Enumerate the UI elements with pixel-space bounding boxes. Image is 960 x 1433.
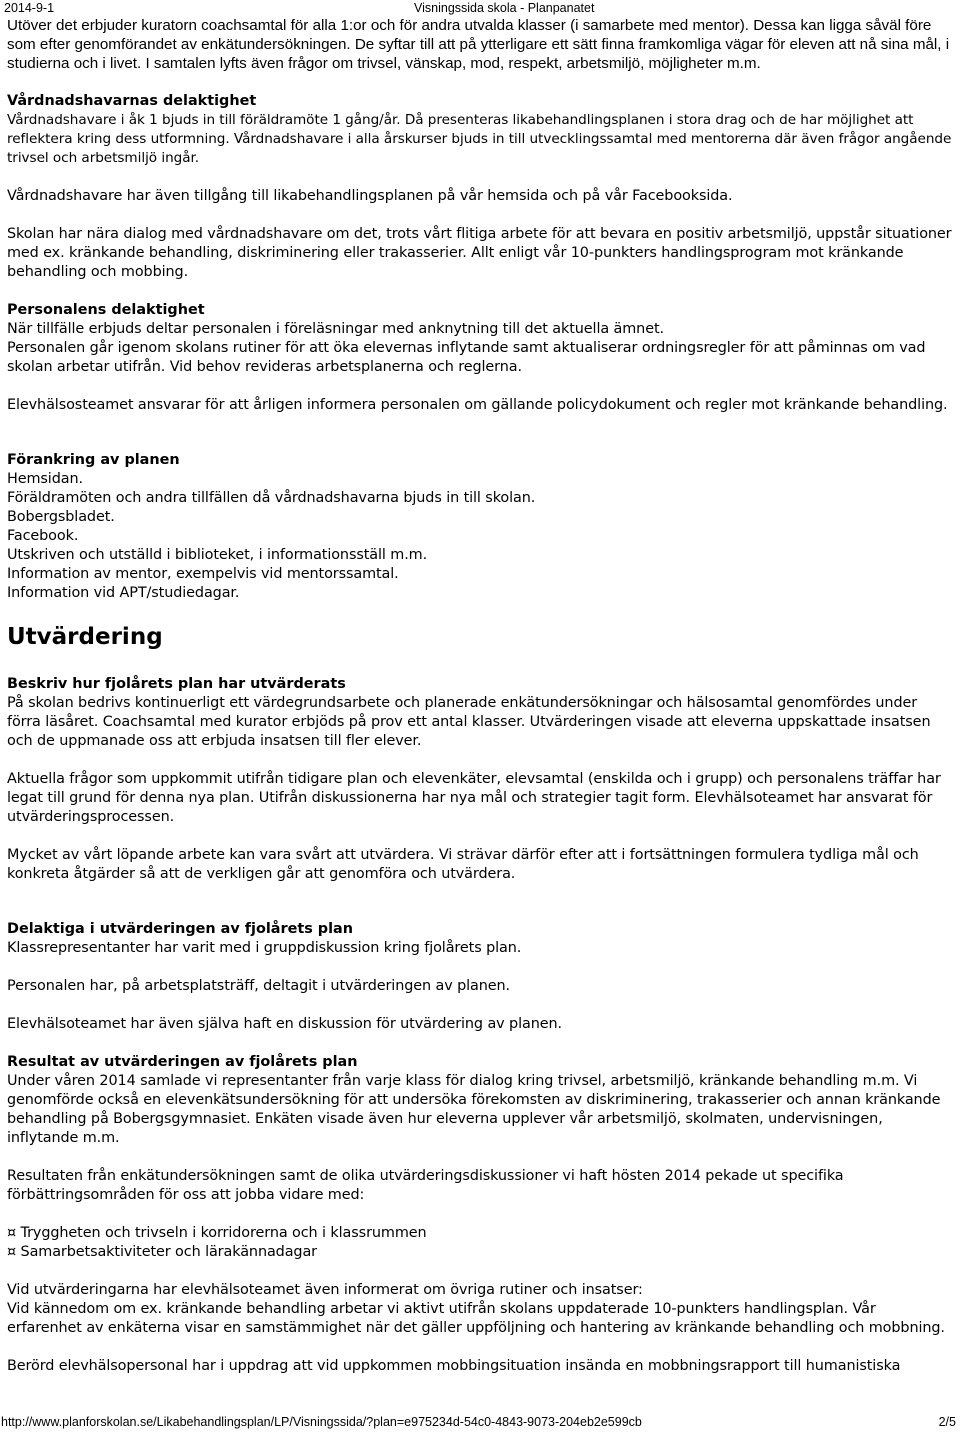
evaluation-title: Utvärdering [7,624,163,650]
anchoring-list [7,470,953,603]
guardians-p1-first: Vårdnadshavare i åk 1 bjuds in till föräldramöte 1 gång/år. [7,112,401,128]
participants-paragraph-3: Elevhälsoteamet har även själva haft en diskussion för utvärdering av planen. [7,1016,562,1032]
anchoring-item: Information vid APT/studiedagar. [7,585,240,601]
anchoring-item: Bobergsbladet. [7,509,115,525]
results-paragraph-4: Berörd elevhälsopersonal har i uppdrag att vid uppkommen mobbingsituation insända en mobbningsrapport till humanistiska [7,1358,901,1374]
guardians-heading: Vårdnadshavarnas delaktighet [7,93,257,109]
results-paragraph-3: Vid kännedom om ex. kränkande behandling arbetar vi aktivt utifrån skolans uppdaterade 10-punkters handlingsplan. Vår erfarenhet av enkäterna visar en samstämmighet när det gäller uppföljning och hantering av kränkande behandling och mobbning. [7,1301,945,1336]
document-body [7,16,953,1376]
guardians-paragraph-1 [7,111,953,168]
staff-heading: Personalens delaktighet [7,302,205,318]
evaluation-how-paragraph-1: På skolan bedrivs kontinuerligt ett värdegrundsarbete och planerade enkätundersökningar och hälsosamtal genomfördes under förra läsåret. Coachsamtal med kurator erbjöds på prov ett antal klasser. Utvärderingen visade att eleverna uppskattade insatsen och de uppmanade oss att erbjuda insatsen till fler elever. [7,695,931,749]
anchoring-heading: Förankring av planen [7,452,180,468]
results-paragraph-3-intro: Vid utvärderingarna har elevhälsoteamet även informerat om övriga rutiner och insatser: [7,1282,643,1298]
anchoring-item: Facebook. [7,528,79,544]
evaluation-how-heading: Beskriv hur fjolårets plan har utvärderats [7,676,346,692]
results-heading: Resultat av utvärderingen av fjolårets plan [7,1054,358,1070]
print-date: 2014-9-1 [4,1,55,15]
print-footer [0,1413,960,1431]
participants-paragraph-1: Klassrepresentanter har varit med i gruppdiskussion kring fjolårets plan. [7,940,522,956]
participants-paragraph-2: Personalen har, på arbetsplatsträff, deltagit i utvärderingen av planen. [7,978,511,994]
results-bullet: ¤ Samarbetsaktiviteter och lärakännadagar [7,1244,317,1260]
print-page-title: Visningssida skola - Planpanatet [414,1,595,15]
staff-paragraph-3: Elevhälsosteamet ansvarar för att årligen informera personalen om gällande policydokument och regler mot kränkande behandling. [7,397,948,413]
intro-paragraph: Utöver det erbjuder kuratorn coachsamtal för alla 1:or och för andra utvalda klasser (i samarbete med mentor). Dessa kan ligga såväl före som efter genomförandet av enkätundersökningen. De syftar till att på ytterligare ett sätt finna framkomliga vägar för eleven att nå sina mål, i studierna och i livet. I samtalen lyfts även frågor om trivsel, vänskap, mod, respekt, arbetsmiljö, möjligheter m.m. [7,17,950,72]
evaluation-how-paragraph-2: Aktuella frågor som uppkommit utifrån tidigare plan och elevenkäter, elevsamtal (enskilda och i grupp) och personalens träffar har legat till grund för denna nya plan. Utifrån diskussionerna har nya mål och strategier tagit form. Elevhälsoteamet har ansvarat för utvärderingsprocessen. [7,771,941,825]
guardians-p1-rest: Då presenteras likabehandlingsplanen i stora drag och de har möjlighet att reflektera kring dess utformning. Vårdnadshavare i alla årskurser bjuds in till utvecklingssamtal med mentorerna där även frågor angående trivsel och arbetsmiljö ingår. [7,112,952,166]
anchoring-item: Utskriven och utställd i biblioteket, i informationsställ m.m. [7,547,428,563]
staff-paragraph-1: När tillfälle erbjuds deltar personalen i föreläsningar med anknytning till det aktuella ämnet. [7,321,664,337]
staff-paragraph-2: Personalen går igenom skolans rutiner för att öka elevernas inflytande samt aktualiserar ordningsregler för att påminnas om vad skolan arbetar utifrån. Vid behov revideras arbetsplanerna och reglerna. [7,340,926,375]
anchoring-item: Hemsidan. [7,471,83,487]
results-bullet: ¤ Tryggheten och trivseln i korridorerna och i klassrummen [7,1225,427,1241]
participants-heading: Delaktiga i utvärderingen av fjolårets plan [7,921,353,937]
print-header [0,0,960,16]
print-url: http://www.planforskolan.se/Likabehandlingsplan/LP/Visningssida/?plan=e975234d-54c0-4843-9073-204eb2e599cb [1,1415,642,1429]
results-paragraph-2: Resultaten från enkätundersökningen samt de olika utvärderingsdiskussioner vi haft hösten 2014 pekade ut specifika förbättringsområden för oss att jobba vidare med: [7,1168,844,1203]
page-number: 2/5 [938,1415,956,1429]
guardians-paragraph-3: Skolan har nära dialog med vårdnadshavare om det, trots vårt flitiga arbete för att bevara en positiv arbetsmiljö, uppstår situationer med ex. kränkande behandling, diskriminering eller trakasserier. Allt enligt vår 10-punkters handlingsprogram mot kränkande behandling och mobbing. [7,226,952,280]
guardians-paragraph-2: Vårdnadshavare har även tillgång till likabehandlingsplanen på vår hemsida och på vår Facebooksida. [7,188,733,204]
anchoring-item: Information av mentor, exempelvis vid mentorssamtal. [7,566,399,582]
results-paragraph-1: Under våren 2014 samlade vi representanter från varje klass för dialog kring trivsel, arbetsmiljö, kränkande behandling m.m. Vi genomförde också en elevenkätsundersökning för att undersöka förekomsten av diskriminering, trakasserier och annan kränkande behandling på Bobergsgymnasiet. Enkäten visade även hur eleverna upplever vår arbetsmiljö, skolmaten, undervisningen, inflytande m.m. [7,1073,941,1146]
anchoring-item: Föräldramöten och andra tillfällen då vårdnadshavarna bjuds in till skolan. [7,490,536,506]
evaluation-how-paragraph-3: Mycket av vårt löpande arbete kan vara svårt att utvärdera. Vi strävar därför efter att i fortsättningen formulera tydliga mål och konkreta åtgärder så att de verkligen går att genomföra och utvärdera. [7,847,919,882]
